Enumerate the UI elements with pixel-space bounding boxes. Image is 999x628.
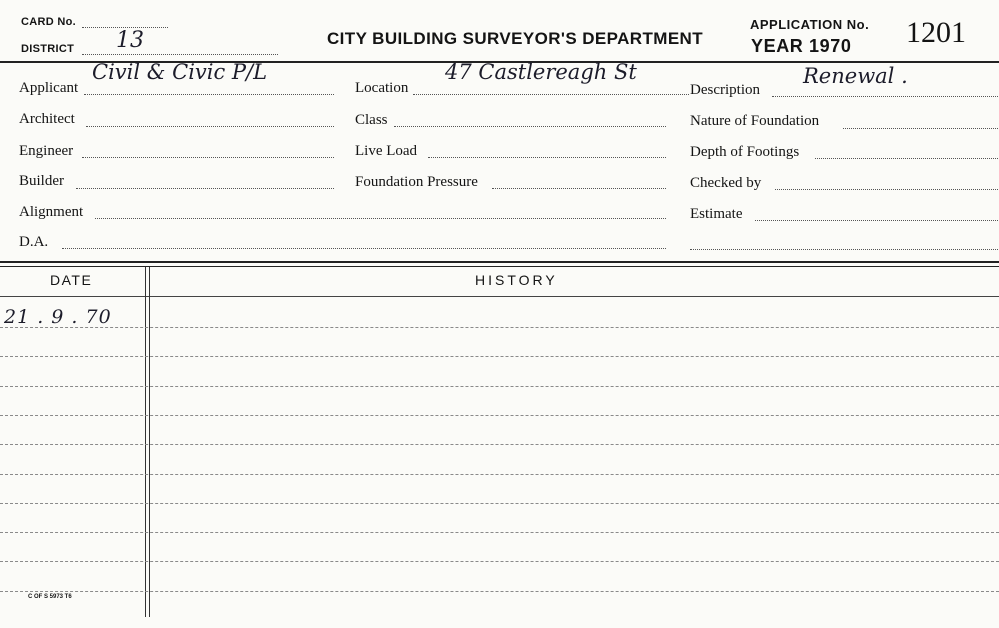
- da-label: D.A.: [19, 234, 49, 250]
- estimate-line: [755, 220, 998, 221]
- district-label: DISTRICT: [21, 43, 75, 55]
- live-load-line: [428, 157, 666, 158]
- checked-by-label: Checked by: [690, 175, 762, 191]
- engineer-line: [82, 157, 334, 158]
- alignment-line: [95, 218, 666, 219]
- history-row-line: [0, 503, 999, 504]
- da-line: [62, 248, 666, 249]
- history-row-line: [0, 356, 999, 357]
- description-value: Renewal .: [803, 64, 908, 88]
- applicant-value: Civil & Civic P/L: [92, 60, 268, 84]
- history-row-line: [0, 415, 999, 416]
- architect-line: [86, 126, 334, 127]
- applicant-line: [84, 94, 334, 95]
- description-line: [772, 96, 998, 97]
- architect-label: Architect: [19, 111, 75, 127]
- builder-line: [76, 188, 334, 189]
- foundation-pressure-line: [492, 188, 666, 189]
- date-column-header: DATE: [50, 272, 93, 288]
- history-row-line: [0, 532, 999, 533]
- district-line: [82, 54, 278, 55]
- builder-label: Builder: [19, 173, 64, 189]
- history-column-header: HISTORY: [475, 272, 558, 288]
- year-label: YEAR 1970: [751, 36, 852, 56]
- description-label: Description: [690, 82, 760, 98]
- live-load-label: Live Load: [355, 143, 418, 159]
- history-row-line: [0, 561, 999, 562]
- department-title: CITY BUILDING SURVEYOR'S DEPARTMENT: [327, 29, 704, 48]
- application-number: 1201: [906, 16, 966, 49]
- history-date-entry: 21 . 9 . 70: [4, 306, 112, 328]
- checked-by-line: [775, 189, 998, 190]
- class-label: Class: [355, 112, 388, 128]
- column-divider: [145, 267, 146, 617]
- location-line: [413, 94, 689, 95]
- application-no-label: APPLICATION No.: [750, 17, 870, 32]
- district-value: 13: [116, 28, 144, 53]
- alignment-label: Alignment: [19, 204, 84, 220]
- depth-of-footings-label: Depth of Footings: [690, 144, 800, 160]
- location-value: 47 Castlereagh St: [445, 60, 637, 84]
- depth-of-footings-line: [815, 158, 998, 159]
- table-top-rule: [0, 261, 999, 263]
- location-label: Location: [355, 80, 409, 96]
- form-code: C OF S 5973 T6: [28, 594, 72, 600]
- history-row-line: [0, 327, 999, 328]
- engineer-label: Engineer: [19, 143, 74, 159]
- history-row-line: [0, 386, 999, 387]
- applicant-label: Applicant: [19, 80, 79, 96]
- da-right-line: [690, 249, 998, 250]
- nature-of-foundation-line: [843, 128, 998, 129]
- column-divider-inner: [149, 267, 150, 617]
- history-row-line: [0, 474, 999, 475]
- class-line: [394, 126, 666, 127]
- history-row-line: [0, 444, 999, 445]
- card-no-label: CARD No.: [21, 16, 76, 28]
- nature-of-foundation-label: Nature of Foundation: [690, 113, 820, 129]
- foundation-pressure-label: Foundation Pressure: [355, 174, 478, 190]
- estimate-label: Estimate: [690, 206, 743, 222]
- history-row-line: [0, 591, 999, 592]
